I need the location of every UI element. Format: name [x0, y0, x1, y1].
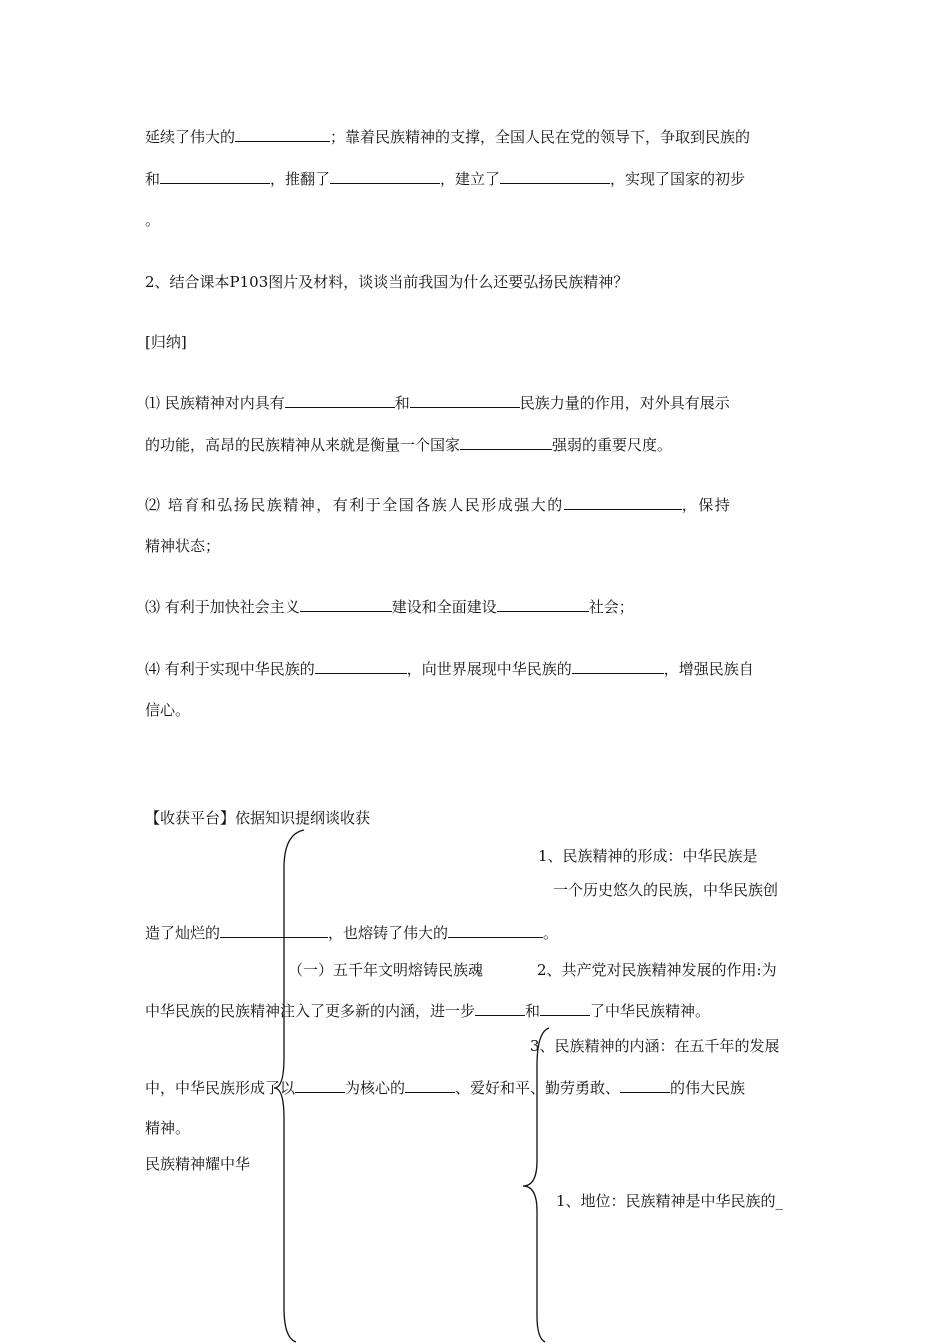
text: 中华民族的民族精神注入了更多新的内涵，进一步 — [145, 1002, 476, 1020]
answer-blank[interactable] — [497, 596, 589, 612]
text: 民族力量的作用，对外具有展示 — [519, 394, 730, 412]
summary-heading: [归纳] — [145, 333, 187, 351]
text: ⑶ 有利于加快社会主义 — [145, 598, 300, 616]
item-3-line-3: 精神。 — [145, 1119, 191, 1137]
point-3 — [145, 596, 634, 617]
answer-blank[interactable] — [160, 168, 270, 184]
text: ，也熔铸了伟大的 — [328, 924, 449, 942]
text: 和 — [394, 394, 410, 412]
text: 建设和全面建设 — [391, 598, 497, 616]
text: 造了灿烂的 — [145, 924, 221, 942]
item-3-line-1: 3、民族精神的内涵：在五千年的发展 — [530, 1037, 780, 1055]
text: ，推翻了 — [270, 170, 331, 188]
fill-in-line-2 — [145, 168, 745, 189]
item-1-line-2: 一个历史悠久的民族，中华民族创 — [553, 881, 779, 899]
text: 的伟大民族 — [670, 1079, 746, 1097]
text: ，向世界展现中华民族的 — [406, 660, 572, 678]
item-2-line-2 — [145, 1000, 710, 1021]
point-1-line-1 — [145, 392, 730, 413]
text: 社会； — [588, 598, 634, 616]
text: ⑴ 民族精神对内具有 — [145, 394, 285, 412]
text: 中，中华民族形成了以 — [145, 1079, 296, 1097]
item-2-line-1: 2、共产党对民族精神发展的作用:为 — [537, 961, 777, 979]
text: ，增强民族自 — [663, 660, 754, 678]
item-1-line-3 — [145, 922, 558, 943]
text: 的功能，高昂的民族精神从来就是衡量一个国家 — [145, 436, 461, 454]
text: 。 — [543, 924, 559, 942]
answer-blank[interactable] — [410, 392, 520, 408]
point-4-line-2: 信心。 — [145, 701, 191, 719]
harvest-title: 【收获平台】依据知识提纲谈收获 — [145, 809, 371, 827]
answer-blank[interactable] — [285, 392, 395, 408]
root-topic: 民族精神耀中华 — [145, 1155, 251, 1173]
answer-blank[interactable] — [475, 1000, 525, 1016]
answer-blank[interactable] — [235, 126, 330, 142]
answer-blank[interactable] — [564, 494, 682, 510]
item-3-line-2 — [145, 1077, 745, 1098]
answer-blank[interactable] — [572, 658, 664, 674]
inner-brace — [515, 1026, 555, 1344]
answer-blank[interactable] — [295, 1077, 345, 1093]
answer-blank[interactable] — [300, 596, 392, 612]
text: 了中华民族精神。 — [590, 1002, 711, 1020]
text: 和 — [525, 1002, 541, 1020]
point-1-line-2 — [145, 434, 672, 455]
answer-blank[interactable] — [460, 434, 552, 450]
answer-blank[interactable] — [448, 922, 543, 938]
answer-blank[interactable] — [220, 922, 328, 938]
text: ，实现了国家的初步 — [610, 170, 746, 188]
text: 为核心的 — [345, 1079, 406, 1097]
item-4: 1、地位：民族精神是中华民族的_ — [556, 1192, 784, 1210]
text: ⑷ 有利于实现中华民族的 — [145, 660, 315, 678]
text: 强弱的重要尺度。 — [552, 436, 673, 454]
text: ⑵ 培育和弘扬民族精神，有利于全国各族人民形成强大的 — [145, 496, 564, 514]
answer-blank[interactable] — [405, 1077, 455, 1093]
answer-blank[interactable] — [500, 168, 610, 184]
answer-blank[interactable] — [540, 1000, 590, 1016]
text: 延续了伟大的 — [145, 128, 236, 146]
text: ；靠着民族精神的支撑，全国人民在党的领导下，争取到民族的 — [330, 128, 751, 146]
text: ，保持 — [681, 496, 732, 514]
question-2: 2、结合课本P103图片及材料，谈谈当前我国为什么还要弘扬民族精神？ — [145, 273, 629, 291]
answer-blank[interactable] — [330, 168, 440, 184]
text: ，建立了 — [440, 170, 501, 188]
point-2-line-2: 精神状态； — [145, 537, 221, 555]
text: 和 — [145, 170, 161, 188]
item-1-line-1: 1、民族精神的形成：中华民族是 — [538, 847, 758, 865]
fill-in-line-1 — [145, 126, 750, 147]
text: 、爱好和平、勤劳勇敢、 — [455, 1079, 621, 1097]
point-4-line-1 — [145, 658, 754, 679]
answer-blank[interactable] — [315, 658, 407, 674]
sub-heading-1: （一）五千年文明熔铸民族魂 — [288, 961, 484, 979]
answer-blank[interactable] — [620, 1077, 670, 1093]
point-2-line-1 — [145, 494, 731, 515]
fill-in-line-3: 。 — [145, 211, 161, 229]
